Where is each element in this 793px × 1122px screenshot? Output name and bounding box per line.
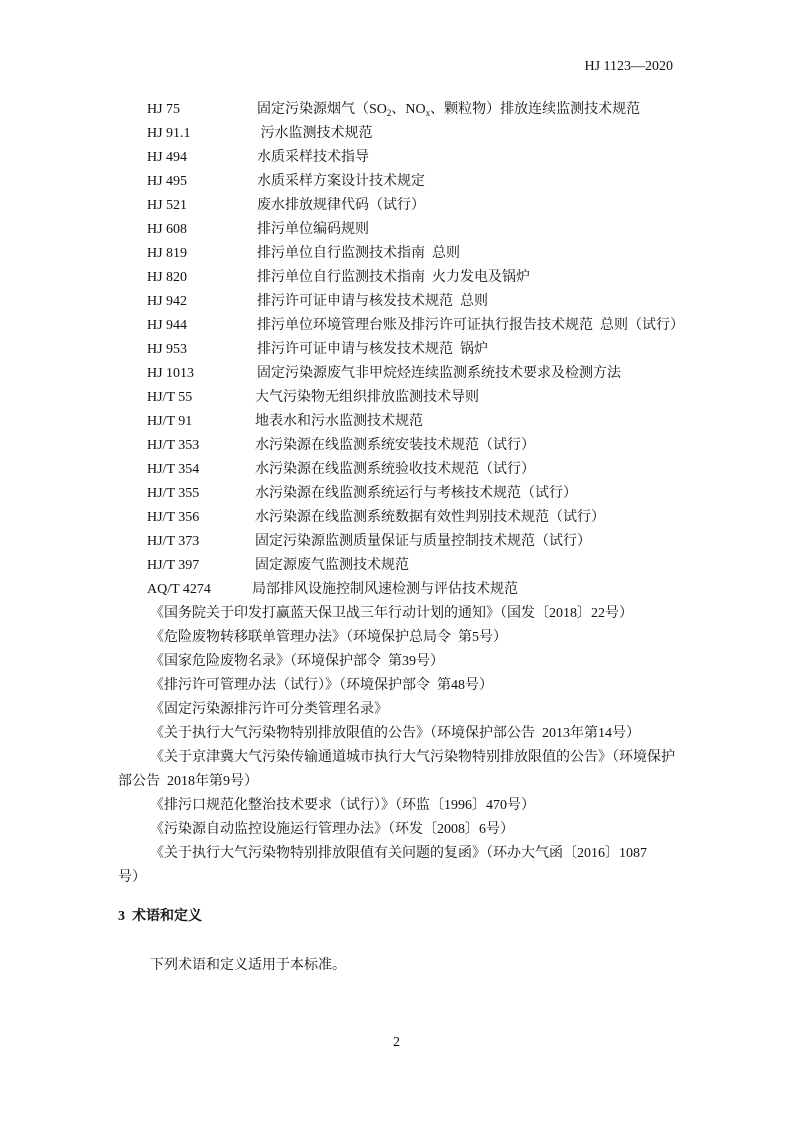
standard-title: 水污染源在线监测系统验收技术规范（试行） — [255, 462, 535, 477]
standard-code: HJ/T 353 — [147, 438, 200, 453]
standard-code: HJ 942 — [147, 294, 188, 309]
document-item-continuation: 号） — [118, 870, 146, 885]
standard-code: HJ/T 397 — [147, 558, 200, 573]
standard-title: 水污染源在线监测系统运行与考核技术规范（试行） — [255, 486, 577, 501]
standard-title — [257, 100, 640, 120]
standard-title: 废水排放规律代码（试行） — [257, 198, 425, 213]
standard-title: 排污单位环境管理台账及排污许可证执行报告技术规范 总则（试行） — [257, 318, 684, 333]
standard-code: HJ 495 — [147, 174, 188, 189]
document-item-continuation: 部公告 2018年第9号） — [118, 774, 258, 789]
standard-title: 排污单位自行监测技术指南 火力发电及锅炉 — [257, 270, 530, 285]
standard-code: HJ/T 356 — [147, 510, 200, 525]
body-paragraph: 下列术语和定义适用于本标准。 — [150, 958, 346, 973]
standard-title: 水污染源在线监测系统数据有效性判别技术规范（试行） — [255, 510, 605, 525]
standard-code: AQ/T 4274 — [147, 582, 211, 597]
standard-code: HJ 75 — [147, 102, 181, 117]
standard-code: HJ 91.1 — [147, 126, 191, 141]
document-item: 《关于执行大气污染物特别排放限值有关问题的复函》（环办大气函〔2016〕1087 — [150, 846, 647, 861]
document-item: 《污染源自动监控设施运行管理办法》（环发〔2008〕6号） — [150, 822, 514, 837]
title-part: 、颗粒物）排放连续监测技术规范 — [430, 102, 641, 117]
subscript: x — [425, 108, 431, 118]
document-item: 《排污口规范化整治技术要求（试行）》（环监〔1996〕470号） — [150, 798, 535, 813]
standard-title: 排污单位自行监测技术指南 总则 — [257, 246, 460, 261]
standard-title: 水质采样技术指导 — [257, 150, 369, 165]
document-item: 《危险废物转移联单管理办法》（环境保护总局令 第5号） — [150, 630, 507, 645]
standard-code: HJ 944 — [147, 318, 188, 333]
standard-code: HJ 1013 — [147, 366, 195, 381]
standard-code: HJ/T 91 — [147, 414, 193, 429]
page-number: 2 — [393, 1035, 400, 1050]
section-title: 术语和定义 — [132, 909, 202, 924]
standard-title: 大气污染物无组织排放监测技术导则 — [255, 390, 479, 405]
document-item: 《关于京津冀大气污染传输通道城市执行大气污染物特别排放限值的公告》（环境保护 — [150, 750, 675, 765]
standard-code: HJ 953 — [147, 342, 188, 357]
standard-title: 排污许可证申请与核发技术规范 锅炉 — [257, 342, 488, 357]
standard-title: 水质采样方案设计技术规定 — [257, 174, 425, 189]
subscript: 2 — [386, 108, 392, 118]
standard-title: 固定污染源监测质量保证与质量控制技术规范（试行） — [255, 534, 591, 549]
document-item: 《国务院关于印发打赢蓝天保卫战三年行动计划的通知》（国发〔2018〕22号） — [150, 606, 633, 621]
document-item: 《固定污染源排污许可分类管理名录》 — [150, 702, 388, 717]
document-item: 《关于执行大气污染物特别排放限值的公告》（环境保护部公告 2013年第14号） — [150, 726, 640, 741]
standard-code: HJ 819 — [147, 246, 188, 261]
title-part: 固定污染源烟气（SO — [257, 102, 387, 117]
standard-title: 地表水和污水监测技术规范 — [255, 414, 423, 429]
document-item: 《排污许可管理办法（试行）》（环境保护部令 第48号） — [150, 678, 493, 693]
standard-title: 排污许可证申请与核发技术规范 总则 — [257, 294, 488, 309]
standard-code: HJ 521 — [147, 198, 188, 213]
standard-title: 固定污染源废气非甲烷烃连续监测系统技术要求及检测方法 — [257, 366, 621, 381]
standard-code: HJ 494 — [147, 150, 188, 165]
standard-title: 污水监测技术规范 — [257, 126, 373, 141]
section-number: 3 — [118, 909, 125, 924]
standard-title: 水污染源在线监测系统安装技术规范（试行） — [255, 438, 535, 453]
standard-code: HJ/T 373 — [147, 534, 200, 549]
document-item: 《国家危险废物名录》（环境保护部令 第39号） — [150, 654, 444, 669]
standard-code: HJ/T 55 — [147, 390, 193, 405]
standard-title: 固定源废气监测技术规范 — [255, 558, 409, 573]
document-id-header: HJ 1123—2020 — [584, 59, 673, 74]
standard-code: HJ/T 354 — [147, 462, 200, 477]
standard-code: HJ 820 — [147, 270, 188, 285]
title-part: 、NO — [391, 102, 426, 117]
standard-code: HJ/T 355 — [147, 486, 200, 501]
standard-title: 排污单位编码规则 — [257, 222, 369, 237]
section-heading — [118, 907, 202, 927]
standard-code: HJ 608 — [147, 222, 188, 237]
standard-title: 局部排风设施控制风速检测与评估技术规范 — [252, 582, 518, 597]
